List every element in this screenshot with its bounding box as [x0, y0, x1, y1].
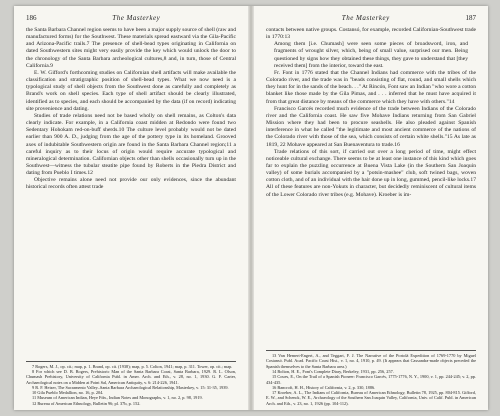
- left-body-text: [26, 27, 236, 192]
- right-running-head: [266, 14, 476, 23]
- book-spread: [14, 6, 488, 410]
- footnote: 7 Rogers, M. J., op. cit.; map, p. 1. Brand, op. cit. (1938); map, p. 5. Colton, 1941; map, p. 311. Tower, op. cit.; map.: [32, 363, 233, 369]
- left-page-number: 186: [26, 14, 37, 22]
- footnote: 10 Gila Pueblo Medallion, no. 16, p. 204.: [32, 390, 104, 396]
- paragraph: Studies of trade relations need not be based wholly on shell remains, as Colton's data clearly indicate. For example, in a California coast midden at Redondo were found two Sedentary Hohokam red-on-buff sherds.10 The culture level probably would not be dated earlier than 900 A. D., judging from the age of the pottery type in its homeland. Grooved axes of indubitable Southwestern origin are found in the Santa Barbara Channel region;11 a careful inquiry as to their locus of origin would require accurate typological and mineralogical determination. Californian objects other than shells occasionally turn up in the Southwest—witness the tubular steatite pipe found by Roberts in the Piedra District and dating from Pueblo I times.12: [26, 112, 236, 177]
- book-gutter: [248, 6, 254, 410]
- paragraph: Trade relations of this sort, if carried out over a long period of time, might effect noticeable cultural exchange. There seems to be at least one instance of this kind which goes far to explain the puzzling occurrence at Buena Vista Lake (in the Southern San Joaquin valley) of some burials accompanied by a "potsin-mashee" club, soft twined bags, woven cotton cloth, and of an individual with the hair done up in long, gummed, pencil-like locks.17 All of these features are non-Yokuts in character, but decidedly reminiscent of cultural items of the Lower Colorado river tribes (e.g. Mohave). Kroeber is im-: [266, 148, 476, 198]
- footnote: 8 For which see D. B. Rogers, Prehistoric Man of the Santa Barbara Coast, Santa Barbara, 1929. R. L. Olson, Chumash Prehistory, University of California Publ. in Amer. Arch. and Eth., v. 28, no. 1, 1930. G. F. Carter, Archaeological notes on a Midden at Point Sal, American Antiquity, v. 6: 214-226, 1941.: [26, 368, 236, 385]
- footnote: 14 Bolton, H. E., Font's Complete Diary, Berkeley, 1931, pp. 256, 257.: [272, 368, 394, 374]
- footnote: 9 R. F. Heizer, The Sacramento Valley–Santa Barbara Archaeological Relationship, Masterkey, v. 15: 31-35, 1939.: [32, 384, 229, 390]
- left-running-title: The Masterkey: [112, 14, 161, 22]
- footnote: 15 Coues, E., On the Trail of a Spanish Pioneer: Francisco Garcés, 1775-1776, N. Y., 1900, v. 1, pp. 244-245; v. 2, pp. 434-435.: [266, 374, 476, 385]
- paragraph: Francisco Garcés recorded much evidence of the trade between Indians of the Colorado river and the California coast. He saw five Mohave Indians returning from San Gabriel Mission where they had been to procure seashells. He also pleaded against Spanish interference in what he called "the legitimate and most ancient commerce of the nations of the Colorado river with those of the sea, which consists of certain white shells."15 As late as 1819, 22 Mohave appeared at San Buenaventura to trade.16: [266, 105, 476, 148]
- right-running-title: The Masterkey: [341, 14, 390, 22]
- right-page-number: 187: [465, 14, 476, 22]
- footnote: 13 Van Hemert-Engert, A., and Teggart, F. J. The Narrative of the Portolá Expedition of 1769-1770 by Miguel Costansó. Publ. Acad. Pacific Coast Hist., v. 1, no. 4, 1910, p. 49. (It appears that Cassandra-made objects preceded the Spanish themselves to the Santa Barbara area.): [266, 353, 476, 369]
- paragraph: contacts between native groups. Costansó, for example, recorded Californian-Southwest trade in 1770:13: [266, 27, 476, 41]
- right-footnotes: [266, 350, 476, 406]
- left-page: [26, 14, 236, 406]
- left-footnotes: [26, 361, 236, 406]
- paragraph: E. W. Gifford's forthcoming studies on Californian shell artifacts will make available the classification and stratigraphic position of shell-bead types. What we now need is a typological study of shell objects from the Southwest done as carefully and completely as Brand's work on shell species. Each type of shell artifact should be clearly illustrated, identified as to species, and each should be accompanied by the data (if on record) indicating site provenience and dating.: [26, 69, 236, 112]
- left-running-head: [26, 14, 236, 23]
- paragraph: Objective remains alone need not provide our only evidences, since the abundant historical records often attest trade: [26, 177, 236, 191]
- right-page: [266, 14, 476, 406]
- paragraph: the Santa Barbara Channel region seems to have been a major supply source of shell (raw and manufactured forms) for the Southwest. These materials spread eastward via the Gila-Pacific and Arizona-Pacific trails.7 The presence of shell-bead types originating in California on dated Southwestern sites might very easily provide the key which would unlock the door to the chronology of the Santa Barbara archeological cultures,8 and, in turn, those of Central California.9: [26, 27, 236, 69]
- right-body-text: [266, 27, 476, 199]
- block-quote: Among them [i.e. Chumash] were seen some pieces of broadsword, iron, and fragments of wrought silver, which, being of small value, surprised our men. Being questioned by signs how they obtained these things, they gave to understand that [they received them] from the interior, toward the east.: [274, 41, 468, 69]
- footnote: 16 Bancroft, H. H., History of California, v. 2, p. 330, 1886.: [272, 384, 376, 390]
- footnote: 17 Kroeber, A. L., The Indians of California, Bureau of American Ethnology, Bulletin 78, 1925, pp. 804-815. Gifford, E. W., and Schenck, W. E., Archaeology of the Southern San Joaquin Valley, California, Univ. of Calif. Publ. in American Arch. and Eth., v. 23, no. 1, 1926 (pp. 104-112).: [266, 390, 476, 406]
- paragraph: Fr. Font in 1776 stated that the Channel Indians had commerce with the tribes of the Colorado river, and the trade was in "beads consisting of flat, round, and small shells which they hunt for in the sands of the beach. . ." At Rincón, Font saw an Indian "who wore a cotton blanket like those made by the Gila Pimas, and . . . inferred that he must have acquired it from that great distance by means of the commerce which they have with others."14: [266, 69, 476, 105]
- footnote: 11 Museum of American Indian, Heye Fdn., Indian Notes and Monographs, v. 1, no. 2, p. 98, 1919.: [32, 395, 203, 401]
- footnote: 12 Bureau of American Ethnology, Bulletin 96; pl. 37b, p. 152.: [32, 400, 141, 406]
